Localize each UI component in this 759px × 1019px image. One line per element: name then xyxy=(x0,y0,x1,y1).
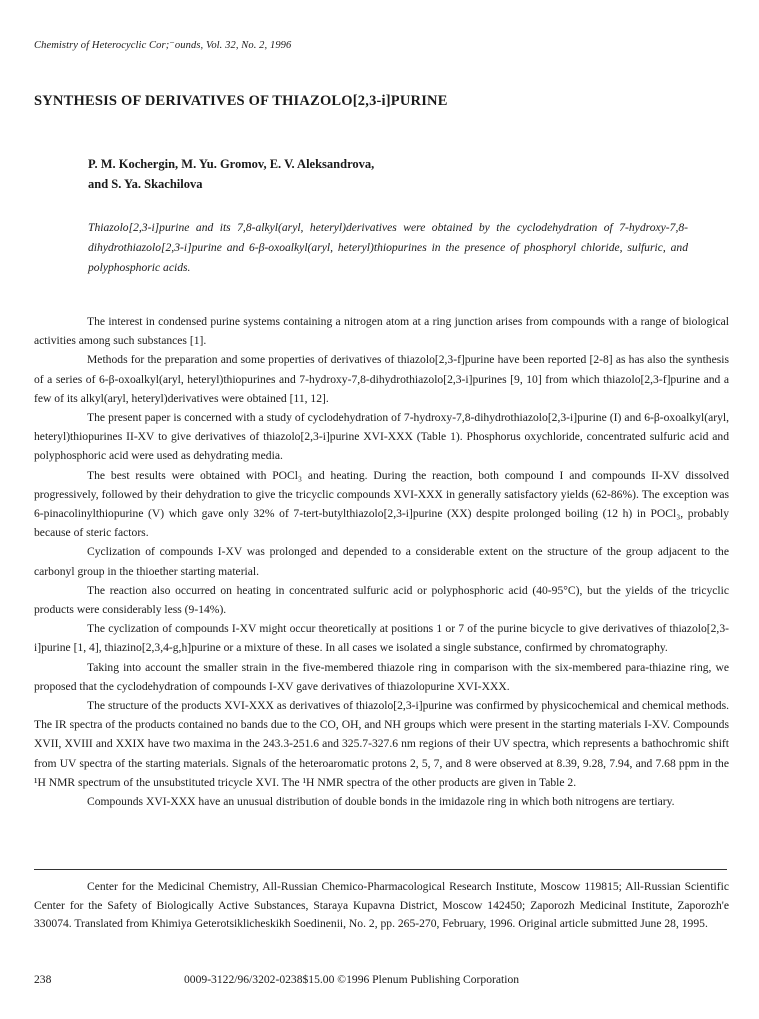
author-line-2: and S. Ya. Skachilova xyxy=(88,177,203,191)
body-paragraph-2: Methods for the preparation and some properties of derivatives of thiazolo[2,3-f]purine have been reported [2-8] as has also the synthesis of a series of 6-β-oxoalkyl(aryl, heteryl)thiopurines and 7-hydroxy-7,8-dihydrothiazolo[2,3-i]purines [9, 10] from which thiazolo[2,3-f]purine and a few of its alkyl(aryl, heteryl)derivatives were obtained [11, 12]. xyxy=(34,353,729,405)
body-paragraph-3: The present paper is concerned with a study of cyclodehydration of 7-hydroxy-7,8-dihydrothiazolo[2,3-i]purine (I) and 6-β-oxoalkyl(aryl, heteryl)thiopurines II-XV to give derivatives of thiazolo[2,3-i]purine XVI-XXX (Table 1). Phosphorus oxychloride, concentrated sulfuric acid and polyphosphoric acid were used as dehydrating media. xyxy=(34,411,729,463)
body-paragraph-4: The best results were obtained with POCl₃ and heating. During the reaction, both compound I and compounds II-XV dissolved progressively, followed by their dehydration to give the tricyclic compounds XVI-XXX in generally satisfactory yields (62-86%). The exception was 6-pinacolinylthiopurine (V) which gave only 32% of 7-tert-butylthiazolo[2,3-i]purine (XX) despite prolonged boiling (12 h) in POCl₃, probably because of steric factors. xyxy=(34,468,729,540)
body-paragraph-8: Taking into account the smaller strain in the five-membered thiazole ring in comparison with the six-membered para-thiazine ring, we proposed that the cyclodehydration of compounds I-XV gave derivatives of thiazolopurine XVI-XXX. xyxy=(34,660,729,693)
body-paragraph-6: The reaction also occurred on heating in concentrated sulfuric acid or polyphosphoric acid (40-95°C), but the yields of the tricyclic products were considerably less (9-14%). xyxy=(34,583,729,617)
body-paragraph-1: The interest in condensed purine systems containing a nitrogen atom at a ring junction arises from compounds with a range of biological activities among such substances [1]. xyxy=(34,315,729,348)
author-list xyxy=(88,154,374,194)
body-paragraph-5: Cyclization of compounds I-XV was prolonged and depended to a considerable extent on the structure of the group adjacent to the carbonyl group in the thioether starting material. xyxy=(34,545,729,578)
author-line-1: P. M. Kochergin, M. Yu. Gromov, E. V. Aleksandrova, xyxy=(88,157,375,171)
copyright-line: 0009-3122/96/3202-0238$15.00 ©1996 Plenum Publishing Corporation xyxy=(184,973,520,986)
paper-title: SYNTHESIS OF DERIVATIVES OF THIAZOLO[2,3-i]PURINE xyxy=(34,93,448,109)
affiliation-footnote: Center for the Medicinal Chemistry, All-Russian Chemico-Pharmacological Research Institute, Moscow 119815; All-Russian Scientific Center for the Safety of Biologically Active Substances, Staraya Kupavna District, Moscow 142450; Zaporozh Medicinal Institute, Zaporozh'e 330074. Translated from Khimiya Geterotsiklicheskikh Soedinenii, No. 2, pp. 265-270, February, 1996. Original article submitted June 28, 1995. xyxy=(34,880,729,931)
page-number: 238 xyxy=(34,973,52,986)
body-paragraph-9: The structure of the products XVI-XXX as derivatives of thiazolo[2,3-i]purine was confirmed by physicochemical and chemical methods. The IR spectra of the products contained no bands due to the CO, OH, and NH groups which were present in the starting materials I-XV. Compounds XVII, XVIII and XXIX have two maxima in the 243.3-251.6 and 325.7-327.6 nm regions of their UV spectra, which represents a bathochromic shift from UV spectra of the starting materials. Signals of the heteroaromatic protons 2, 5, 7, and 8 were observed at 8.39, 9.28, 7.94, and 7.68 ppm in the ¹H NMR spectrum of the unsubstituted tricycle XVI. The ¹H NMR spectra of the other products are given in Table 2. xyxy=(34,699,729,789)
journal-header: Chemistry of Heterocyclic Cor;⁻ounds, Vol. 32, No. 2, 1996 xyxy=(34,40,292,51)
body-paragraph-10: Compounds XVI-XXX have an unusual distribution of double bonds in the imidazole ring in which both nitrogens are tertiary. xyxy=(87,795,675,809)
article-body xyxy=(34,312,729,811)
footnote-divider xyxy=(34,869,727,870)
abstract: Thiazolo[2,3-i]purine and its 7,8-alkyl(aryl, heteryl)derivatives were obtained by the cyclodehydration of 7-hydroxy-7,8-dihydrothiazolo[2,3-i]purine and 6-β-oxoalkyl(aryl, heteryl)thiopurines in the presence of phosphoryl chloride, sulfuric, and polyphosphoric acids. xyxy=(88,221,688,274)
body-paragraph-7: The cyclization of compounds I-XV might occur theoretically at positions 1 or 7 of the purine bicycle to give derivatives of thiazolo[2,3-i]purine [1, 4], thiazino[2,3,4-g,h]purine or a mixture of these. In all cases we isolated a single substance, confirmed by chromatography. xyxy=(34,622,729,655)
